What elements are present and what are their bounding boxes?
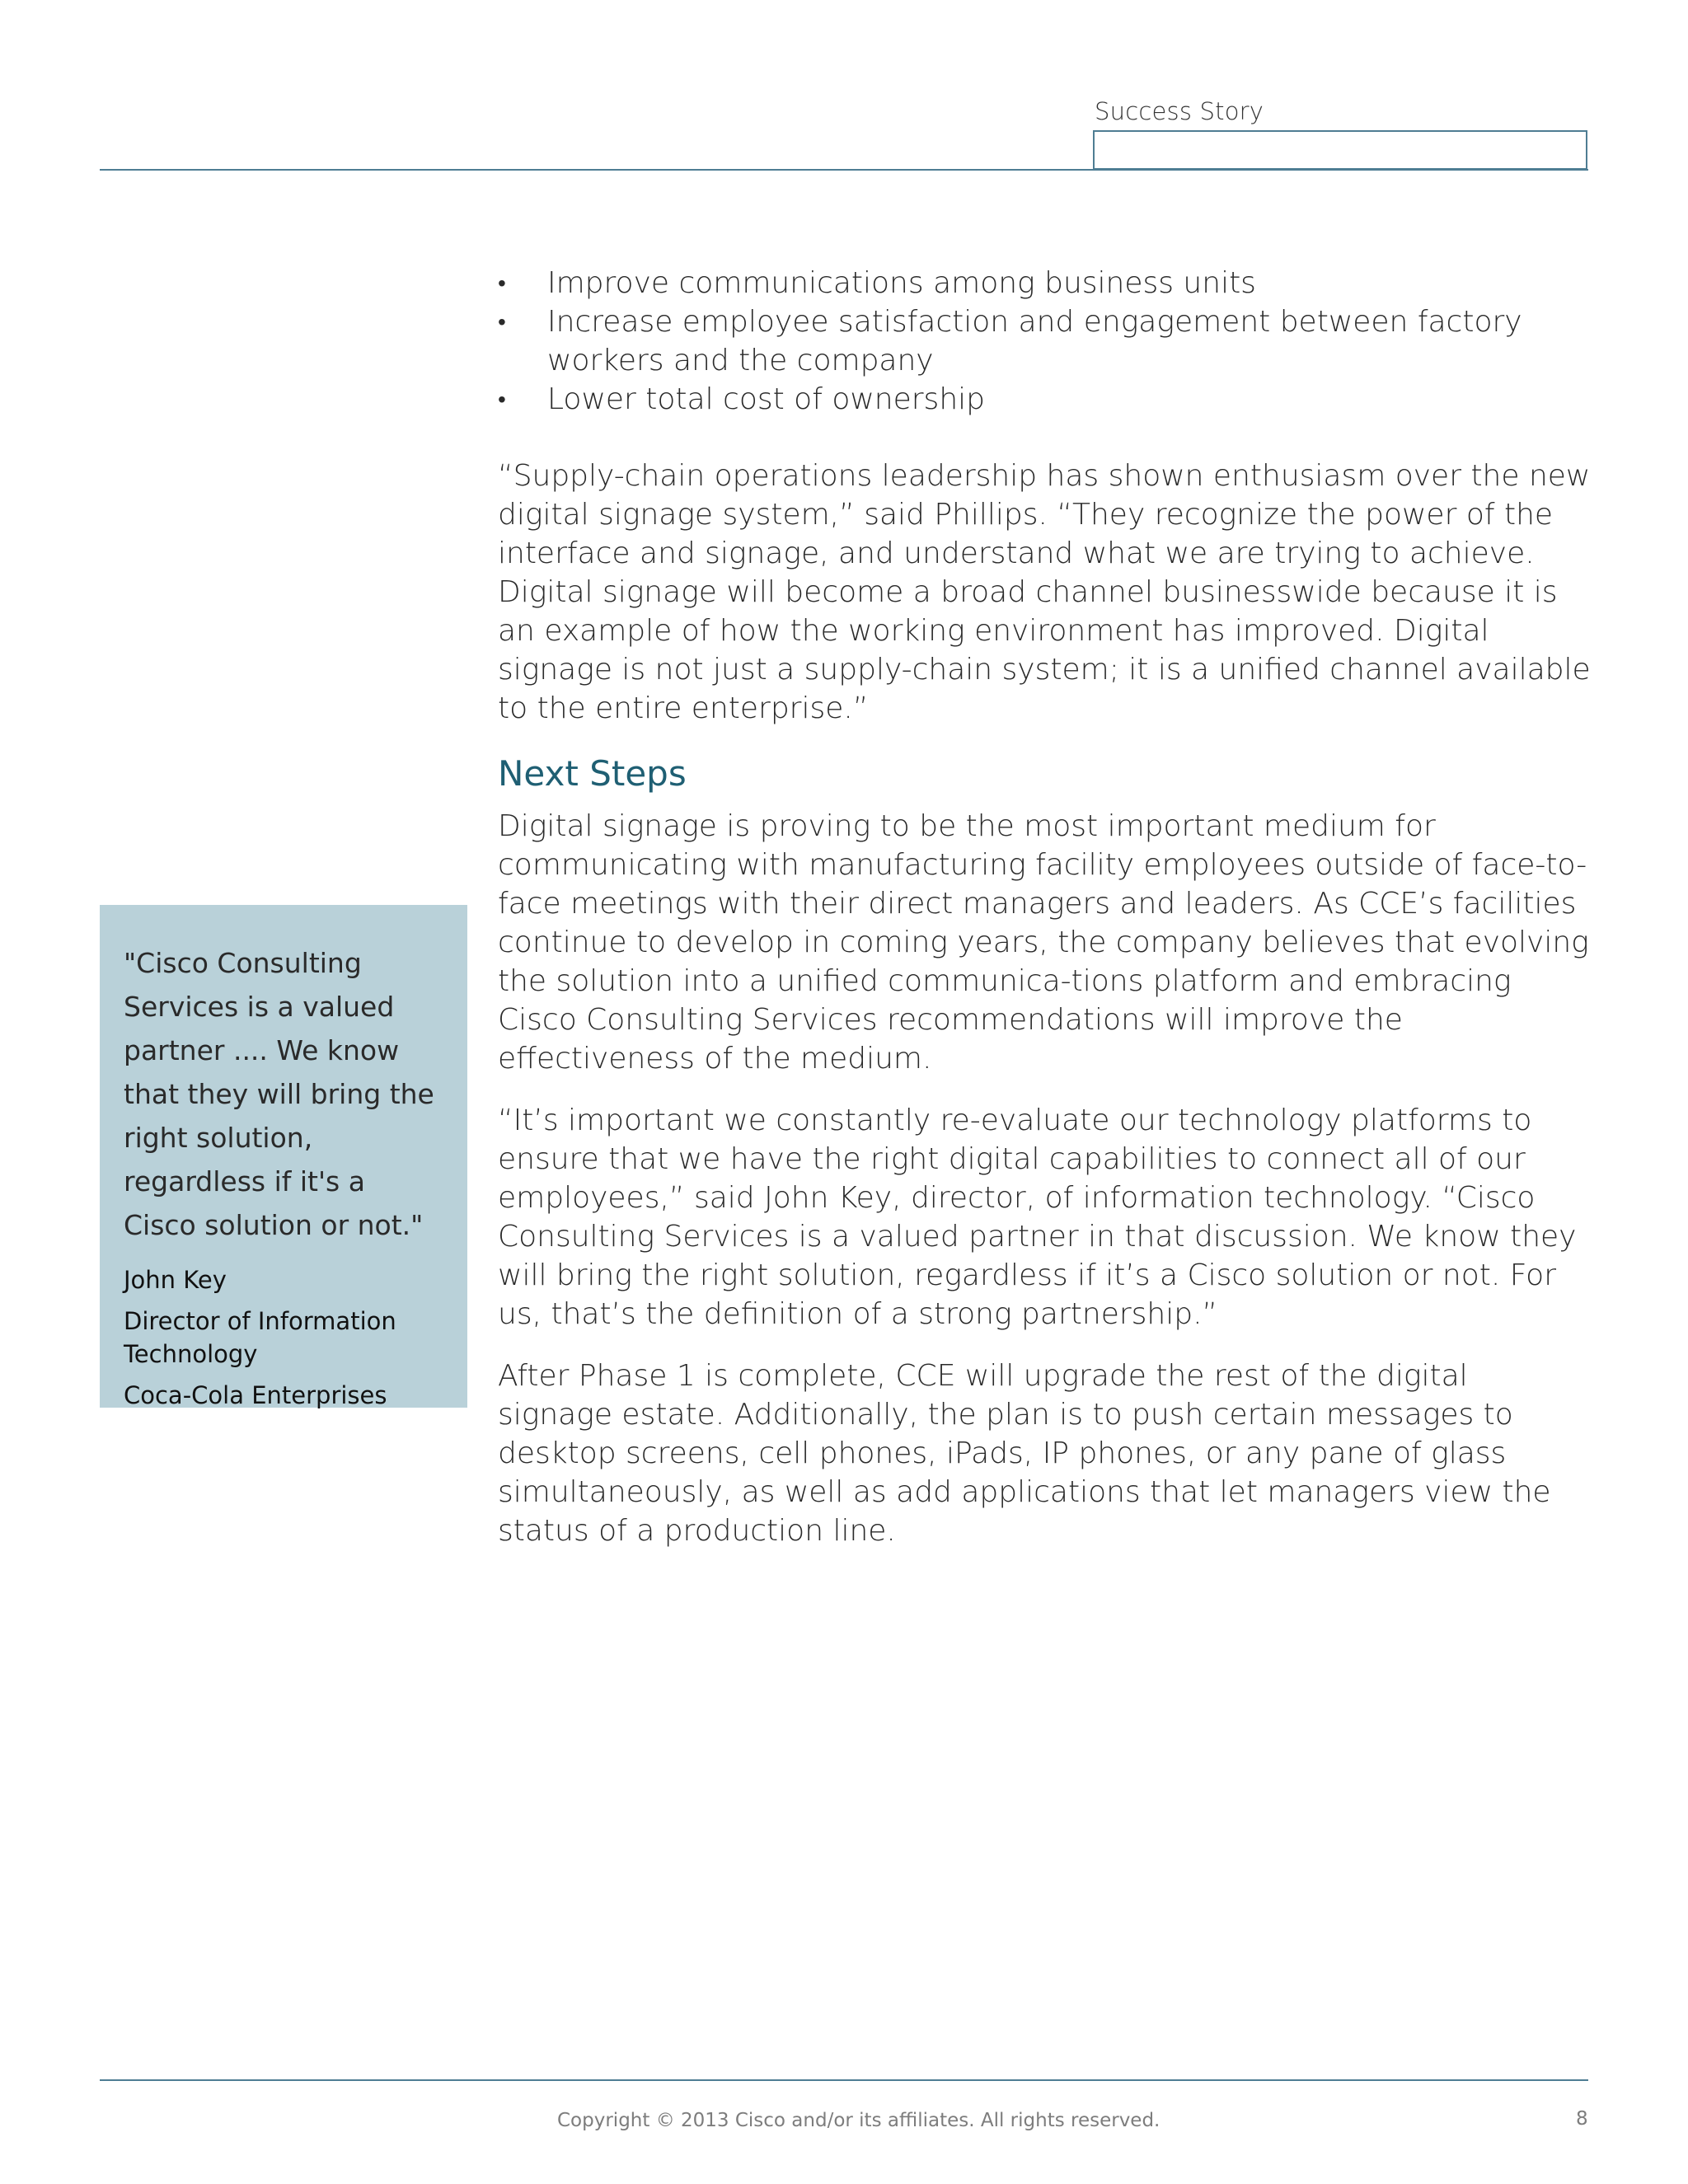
next-steps-paragraph: “It’s important we constantly re-evaluate our technology platforms to ensure that we have the right digital capabilities to connect all of our employees,” said John Key, director, of information technology. “Cisco Consulting Services is a valued partner in that discussion. We know they will bring the right solution, regardless if it’s a Cisco solution or not. For us, that’s the definition of a strong partnership.” [498,1104,1577,1331]
bullet-icon: • [498,269,506,297]
quote-attribution-role: Director of Information Technology [124,1307,396,1368]
list-item [498,380,1591,419]
phillips-quote-paragraph: “Supply-chain operations leadership has shown enthusiasm over the new digital signage system,” said Phillips. “They recognize the power of the interface and signage, and understand what we are trying to achieve. Digital signage will become a broad channel businesswide because it is an example of how the working environment has improved. Digital signage is not just a supply-chain system; it is a unified channel available to the entire enterprise.” [498,459,1591,725]
sidebar-quote-box [100,905,467,1408]
quote-attribution-name: John Key [124,1266,227,1294]
bullet-icon: • [498,386,506,413]
bullet-text: Increase employee satisfaction and engagement between factory workers and the company [547,305,1522,377]
header-box [1093,130,1587,170]
bullet-text: Lower total cost of ownership [547,382,985,416]
quote-attribution-organization: Coca-Cola Enterprises [124,1381,387,1409]
main-content [498,264,1591,1550]
page-number: 8 [1576,2108,1588,2130]
pull-quote-text: "Cisco Consulting Services is a valued partner .... We know that they will bring the right solution, regardless if it's a Cisco solution or not." [124,947,434,1241]
bullet-icon: • [498,308,506,335]
list-item [498,264,1591,302]
next-steps-paragraph: Digital signage is proving to be the most important medium for communicating with manufacturing facility employees outside of face-to-face meetings with their direct managers and leaders. As CCE’s facilities continue to develop in coming years, the company believes that evolving the solution into a unified communica-tions platform and embracing Cisco Consulting Services recommendations will improve the effectiveness of the medium. [498,809,1589,1076]
next-steps-paragraph: After Phase 1 is complete, CCE will upgrade the rest of the digital signage estate. Additionally, the plan is to push certain messages to desktop screens, cell phones, iPads, IP phones, or any pane of glass simultaneously, as well as add applications that let managers view the status of a production line. [498,1359,1551,1548]
footer-divider [100,2079,1588,2081]
section-heading-next-steps: Next Steps [498,753,687,794]
header-divider [100,169,1588,171]
copyright-notice: Copyright © 2013 Cisco and/or its affiliates. All rights reserved. [557,2110,1160,2131]
list-item [498,302,1591,380]
bullet-text: Improve communications among business units [547,266,1256,300]
header-label: Success Story [1095,97,1264,125]
bullet-list [498,264,1591,419]
